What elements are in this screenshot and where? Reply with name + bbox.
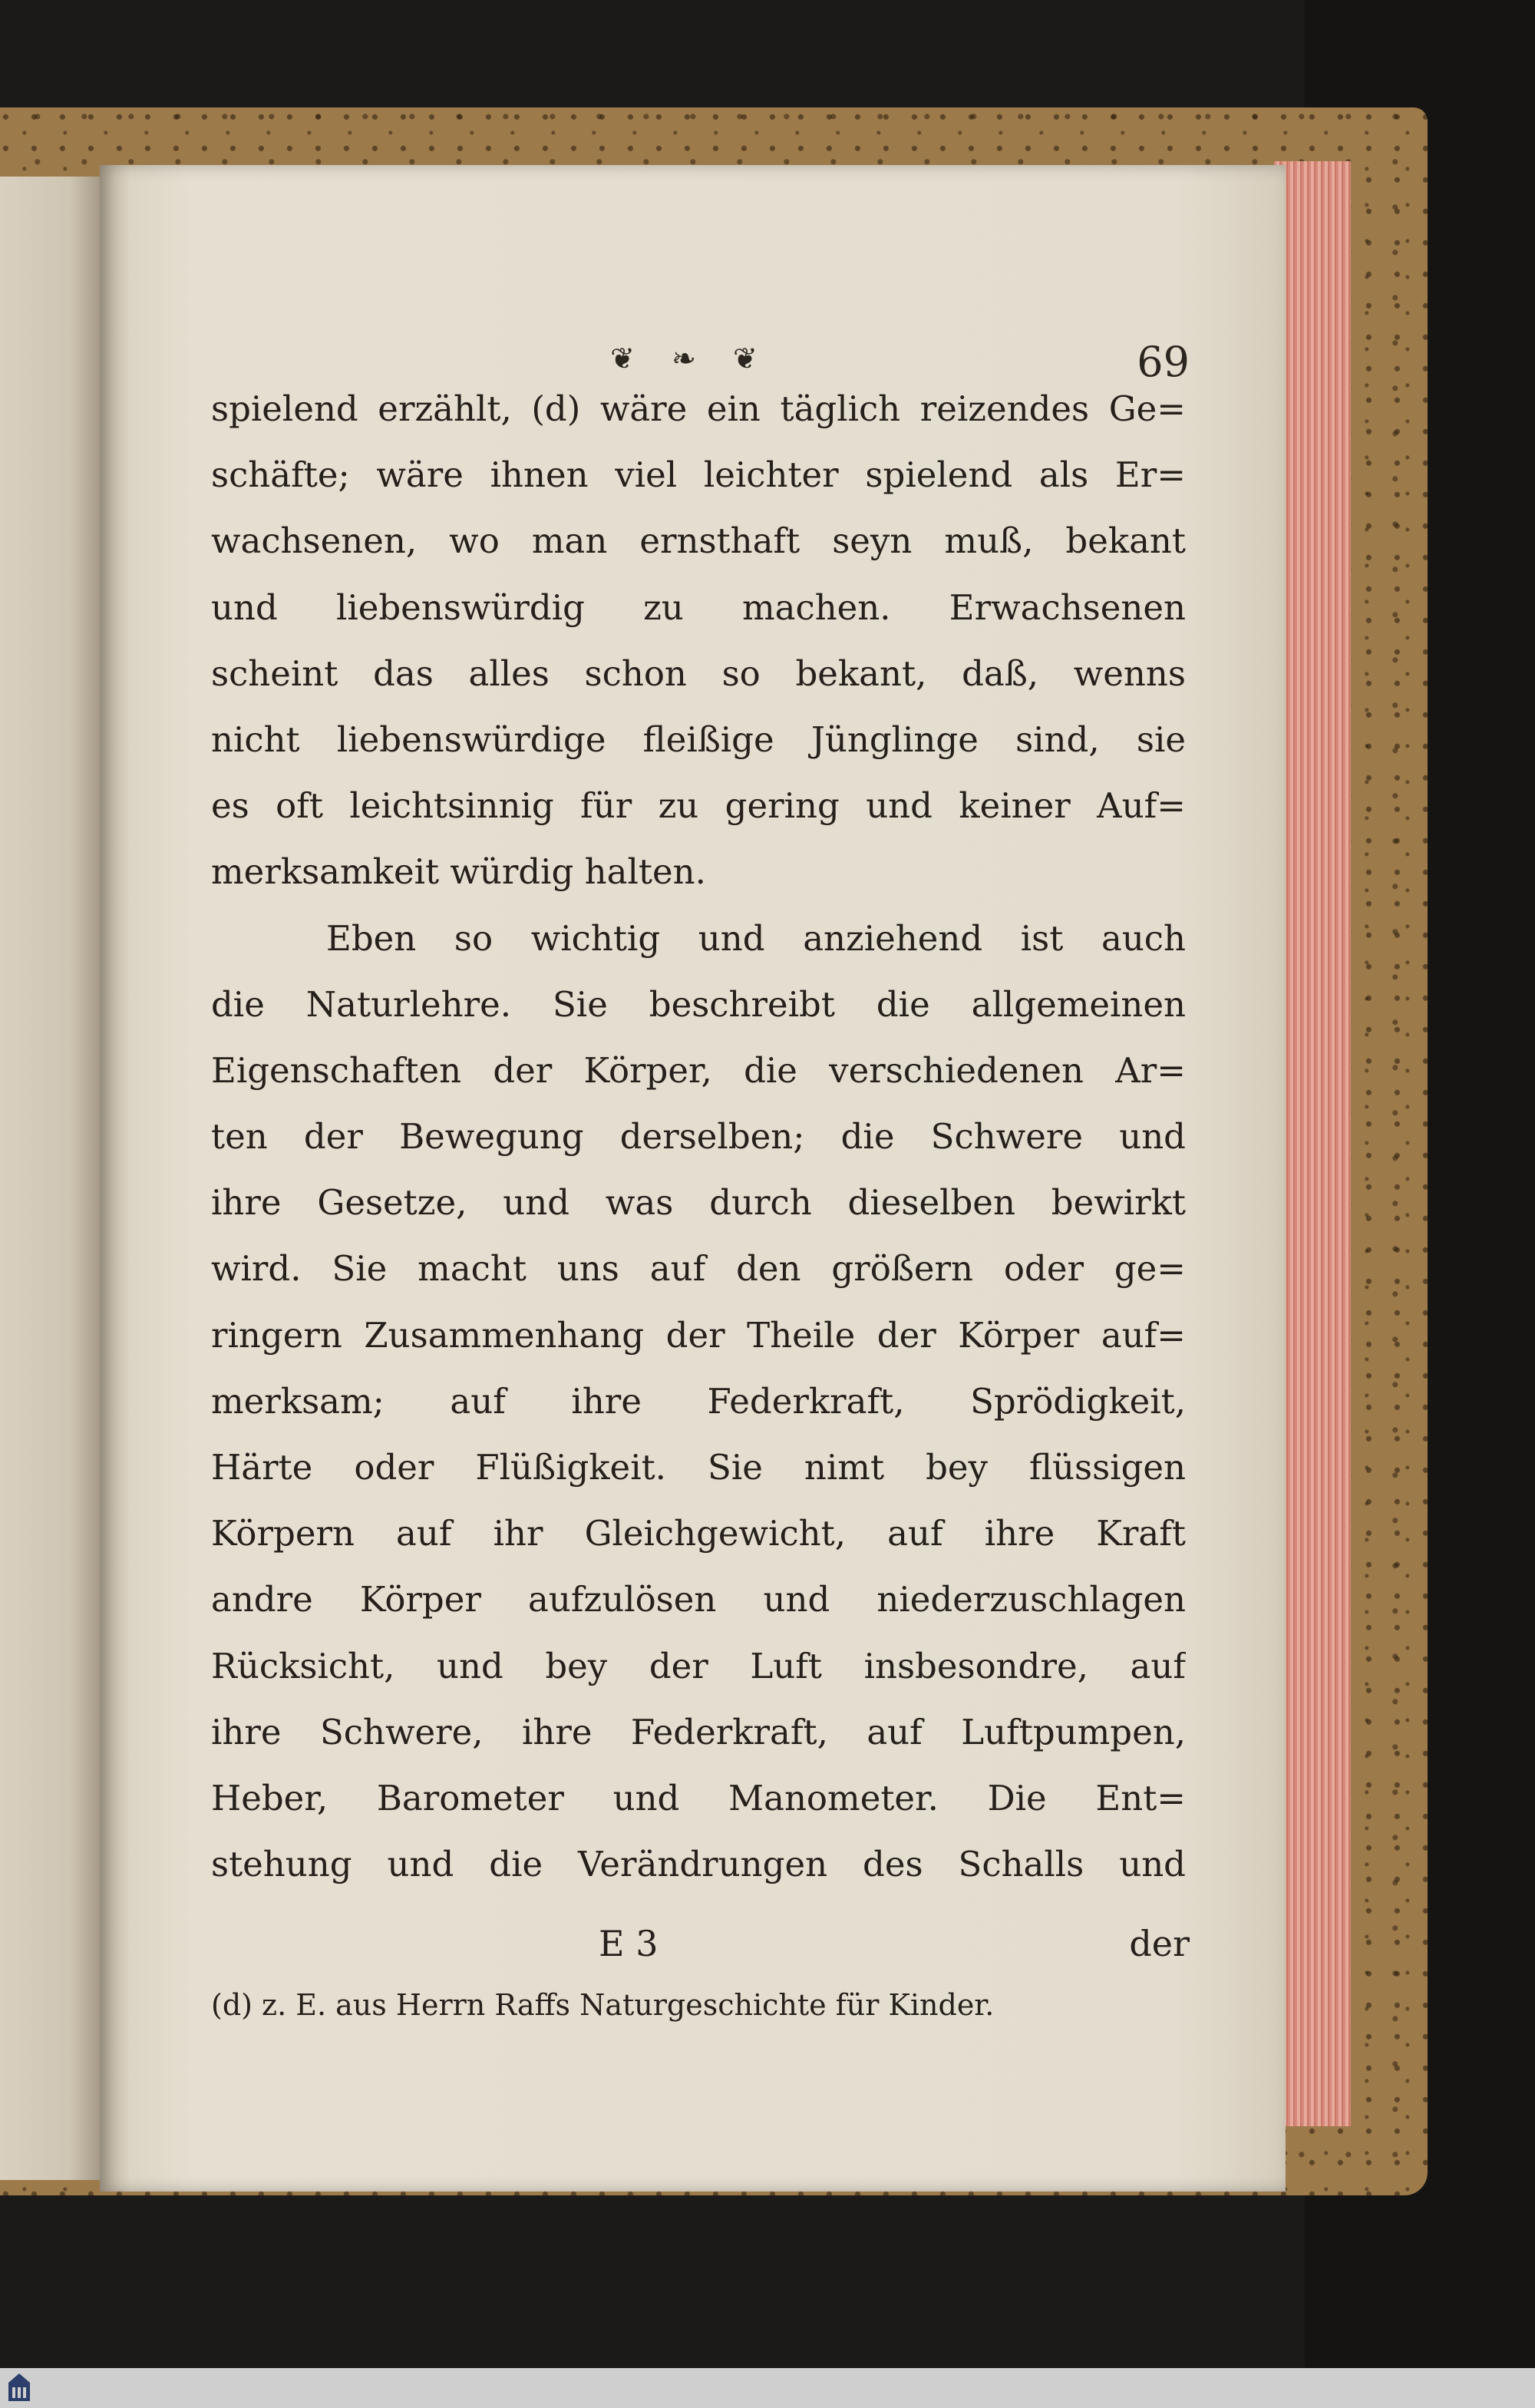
text-line: Härte oder Flüßigkeit. Sie nimt bey flüssigen (211, 1447, 1186, 1488)
text-line: Eigenschaften der Körper, die verschiedenen Ar= (211, 1049, 1186, 1091)
left-page (0, 177, 100, 2180)
text-line: und liebenswürdig zu machen. Erwachsenen (211, 586, 1186, 628)
text-line: scheint das alles schon so bekant, daß, wenns (211, 652, 1186, 694)
book-page (100, 165, 1286, 2192)
page-number: 69 (1137, 338, 1190, 386)
signature-mark: E 3 (599, 1923, 659, 1964)
footnote: (d) z. E. aus Herrn Raffs Naturgeschichte für Kinder. (211, 1988, 995, 2022)
text-line: ihre Gesetze, und was durch dieselben bewirkt (211, 1182, 1186, 1224)
text-line: andre Körper aufzulösen und niederzuschlagen (211, 1579, 1186, 1620)
viewer-bottom-bar (0, 2368, 1535, 2408)
text-line: wird. Sie macht uns auf den größern oder ge= (211, 1248, 1186, 1290)
page-edges (1274, 161, 1351, 2126)
text-line: ten der Bewegung derselben; die Schwere und (211, 1116, 1186, 1158)
header-ornament: ❦ ❧ ❦ (610, 342, 771, 375)
text-line: merksam; auf ihre Federkraft, Sprödigkeit, (211, 1380, 1186, 1422)
text-line: spielend erzählt, (d) wäre ein täglich reizendes Ge= (211, 388, 1186, 429)
text-line: wachsenen, wo man ernsthaft seyn muß, bekant (211, 520, 1186, 562)
library-logo-icon (6, 2372, 32, 2404)
text-line: schäfte; wäre ihnen viel leichter spielend als Er= (211, 454, 1186, 496)
text-line: Eben so wichtig und anziehend ist auch (326, 917, 1186, 959)
text-line: Heber, Barometer und Manometer. Die Ent= (211, 1777, 1186, 1818)
text-line: Körpern auf ihr Gleichgewicht, auf ihre Kraft (211, 1513, 1186, 1554)
text-line: es oft leichtsinnig für zu gering und keiner Auf= (211, 785, 1186, 827)
catchword: der (1129, 1923, 1190, 1964)
text-line: stehung und die Verändrungen des Schalls und (211, 1844, 1186, 1885)
text-line: nicht liebenswürdige fleißige Jünglinge sind, sie (211, 718, 1186, 760)
text-line: Rücksicht, und bey der Luft insbesondre, auf (211, 1645, 1186, 1686)
text-line: ihre Schwere, ihre Federkraft, auf Luftpumpen, (211, 1711, 1186, 1752)
text-line: die Naturlehre. Sie beschreibt die allgemeinen (211, 983, 1186, 1025)
text-line: ringern Zusammenhang der Theile der Körper auf= (211, 1314, 1186, 1356)
text-line: merksamkeit würdig halten. (211, 851, 706, 893)
body-text (211, 376, 1186, 1898)
